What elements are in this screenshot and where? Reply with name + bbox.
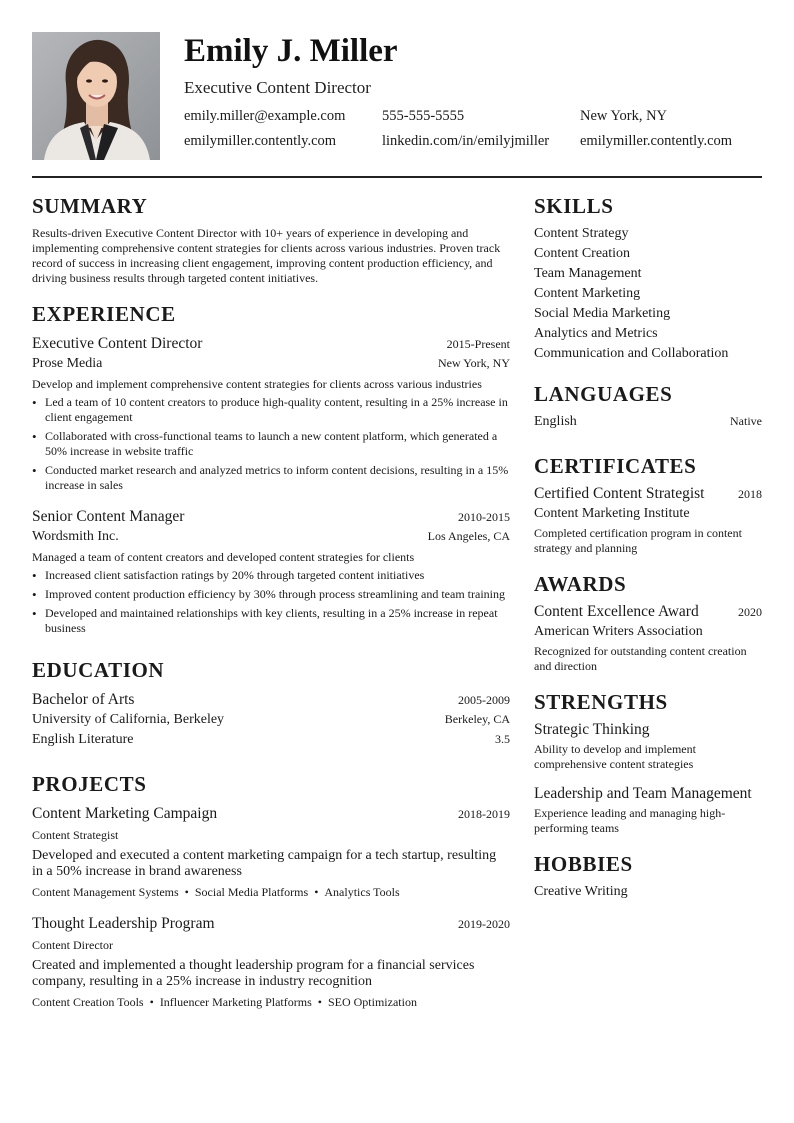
project-name: Content Marketing Campaign bbox=[32, 805, 218, 822]
profile-photo bbox=[32, 32, 160, 160]
bullet-item: • Increased client satisfaction ratings by 20% through targeted content initiatives bbox=[32, 568, 510, 583]
project-dates: 2018-2019 bbox=[458, 807, 510, 821]
job-dates: 2010-2015 bbox=[458, 510, 510, 524]
education-section bbox=[32, 658, 510, 750]
strengths-section bbox=[534, 690, 762, 836]
hobby-item: Creative Writing bbox=[534, 884, 628, 899]
project-tools bbox=[32, 994, 510, 1010]
separator-dot: • bbox=[317, 995, 322, 1009]
skill-item: Analytics and Metrics bbox=[534, 326, 658, 341]
language-level: Native bbox=[730, 414, 762, 428]
bullet-item: • Collaborated with cross-functional teams to launch a new content platform, which generated a 50% increase in website traffic bbox=[32, 429, 510, 459]
bullet-item: • Improved content production efficiency by 30% through process streamlining and team training bbox=[32, 587, 510, 602]
edu-field: English Literature bbox=[32, 732, 134, 747]
experience-section bbox=[32, 302, 510, 636]
summary-section bbox=[32, 194, 510, 286]
strength-title: Leadership and Team Management bbox=[534, 785, 752, 802]
project-dates: 2019-2020 bbox=[458, 917, 510, 931]
bullet-item: • Developed and maintained relationships with key clients, resulting in a 25% increase in repeat business bbox=[32, 606, 510, 636]
job-role: Senior Content Manager bbox=[32, 508, 185, 525]
right-column bbox=[534, 194, 762, 918]
contact-portfolio[interactable]: emilymiller.contently.com bbox=[580, 133, 733, 149]
skills-list bbox=[534, 224, 762, 364]
project-tools bbox=[32, 884, 510, 900]
edu-school: University of California, Berkeley bbox=[32, 712, 225, 727]
strength-description: Experience leading and managing high-performing teams bbox=[534, 806, 726, 835]
skills-section bbox=[534, 194, 762, 364]
award-issuer: American Writers Association bbox=[534, 624, 703, 639]
summary-text: Results-driven Executive Content Director with 10+ years of experience in developing and implementing comprehensive content strategies for clients across various industries. Proven track record of success in increasing client engagement, improving content production efficiency, and driving business results through targeted content initiatives. bbox=[32, 226, 501, 285]
job-company: Prose Media bbox=[32, 356, 103, 371]
project-description: Developed and executed a content marketing campaign for a tech startup, resulting in a 50% increase in brand awareness bbox=[32, 848, 497, 879]
skill-item: Content Creation bbox=[534, 246, 631, 261]
job-location: New York, NY bbox=[437, 356, 510, 370]
edu-dates: 2005-2009 bbox=[458, 693, 510, 707]
tool-tag: Social Media Platforms bbox=[194, 885, 309, 899]
summary-heading: SUMMARY bbox=[32, 194, 148, 218]
strength-description: Ability to develop and implement comprehensive content strategies bbox=[534, 742, 696, 771]
languages-heading: LANGUAGES bbox=[534, 382, 673, 406]
project-role: Content Director bbox=[32, 938, 113, 952]
header-info bbox=[184, 32, 764, 151]
edu-degree: Bachelor of Arts bbox=[32, 691, 135, 708]
awards-section bbox=[534, 572, 762, 674]
project-description: Created and implemented a thought leadership program for a financial services company, resulting in a 25% increase in industry recognition bbox=[32, 958, 475, 989]
contact-location: New York, NY bbox=[580, 108, 668, 124]
job-role: Executive Content Director bbox=[32, 335, 203, 352]
tool-tag: Content Management Systems bbox=[32, 885, 179, 899]
tool-tag: Content Creation Tools bbox=[32, 995, 144, 1009]
tool-tag: SEO Optimization bbox=[327, 995, 417, 1009]
full-name: Emily J. Miller bbox=[184, 33, 398, 69]
award-year: 2020 bbox=[738, 605, 762, 619]
left-column bbox=[32, 194, 510, 1026]
job-dates: 2015-Present bbox=[446, 337, 510, 351]
projects-section bbox=[32, 772, 510, 1010]
skill-item: Content Strategy bbox=[534, 226, 629, 241]
awards-heading: AWARDS bbox=[534, 572, 627, 596]
skill-item: Team Management bbox=[534, 266, 642, 281]
job-description: Managed a team of content creators and developed content strategies for clients bbox=[32, 550, 415, 564]
separator-dot: • bbox=[184, 885, 189, 899]
header-divider bbox=[32, 176, 762, 178]
resume-header bbox=[32, 32, 762, 160]
contact-email[interactable]: emily.miller@example.com bbox=[184, 108, 346, 124]
project-item bbox=[32, 914, 510, 1010]
education-heading: EDUCATION bbox=[32, 658, 165, 682]
certificate-year: 2018 bbox=[738, 487, 762, 501]
certificate-description: Completed certification program in content strategy and planning bbox=[534, 526, 742, 555]
experience-item bbox=[32, 507, 510, 636]
certificate-name: Certified Content Strategist bbox=[534, 485, 705, 502]
hobbies-section bbox=[534, 852, 762, 902]
certificates-heading: CERTIFICATES bbox=[534, 454, 697, 478]
certificates-section bbox=[534, 454, 762, 556]
project-name: Thought Leadership Program bbox=[32, 915, 215, 932]
tool-tag: Analytics Tools bbox=[324, 885, 400, 899]
bullet-item: • Led a team of 10 content creators to produce high-quality content, resulting in a 25% increase in client engagement bbox=[32, 395, 510, 425]
contact-phone[interactable]: 555-555-5555 bbox=[382, 108, 465, 124]
award-description: Recognized for outstanding content creation and direction bbox=[534, 644, 747, 673]
language-name: English bbox=[534, 414, 577, 429]
tool-tag: Influencer Marketing Platforms bbox=[159, 995, 312, 1009]
edu-location: Berkeley, CA bbox=[444, 712, 510, 726]
strengths-heading: STRENGTHS bbox=[534, 690, 668, 714]
hobbies-heading: HOBBIES bbox=[534, 852, 633, 876]
strength-title: Strategic Thinking bbox=[534, 721, 650, 738]
skills-heading: SKILLS bbox=[534, 194, 614, 218]
projects-heading: PROJECTS bbox=[32, 772, 147, 796]
separator-dot: • bbox=[314, 885, 319, 899]
job-company: Wordsmith Inc. bbox=[32, 529, 119, 544]
skill-item: Content Marketing bbox=[534, 286, 641, 301]
contact-website[interactable]: emilymiller.contently.com bbox=[184, 133, 337, 149]
job-bullets bbox=[32, 395, 510, 493]
certificate-issuer: Content Marketing Institute bbox=[534, 506, 690, 521]
edu-gpa: 3.5 bbox=[495, 732, 510, 746]
skill-item: Social Media Marketing bbox=[534, 306, 671, 321]
job-description: Develop and implement comprehensive content strategies for clients across various industries bbox=[32, 377, 482, 391]
job-location: Los Angeles, CA bbox=[427, 529, 510, 543]
project-item bbox=[32, 804, 510, 900]
skill-item: Communication and Collaboration bbox=[534, 346, 729, 361]
portrait-image bbox=[32, 32, 160, 160]
separator-dot: • bbox=[149, 995, 154, 1009]
languages-section bbox=[534, 382, 762, 432]
job-title: Executive Content Director bbox=[184, 78, 371, 97]
strength-item bbox=[534, 720, 762, 772]
experience-heading: EXPERIENCE bbox=[32, 302, 176, 326]
experience-item bbox=[32, 334, 510, 493]
award-name: Content Excellence Award bbox=[534, 603, 699, 620]
contact-linkedin[interactable]: linkedin.com/in/emilyjmiller bbox=[382, 133, 550, 149]
job-bullets bbox=[32, 568, 510, 636]
contact-grid bbox=[184, 107, 764, 151]
bullet-item: • Conducted market research and analyzed metrics to inform content decisions, resulting in a 15% increase in sales bbox=[32, 463, 510, 493]
project-role: Content Strategist bbox=[32, 828, 119, 842]
strength-item bbox=[534, 784, 762, 836]
